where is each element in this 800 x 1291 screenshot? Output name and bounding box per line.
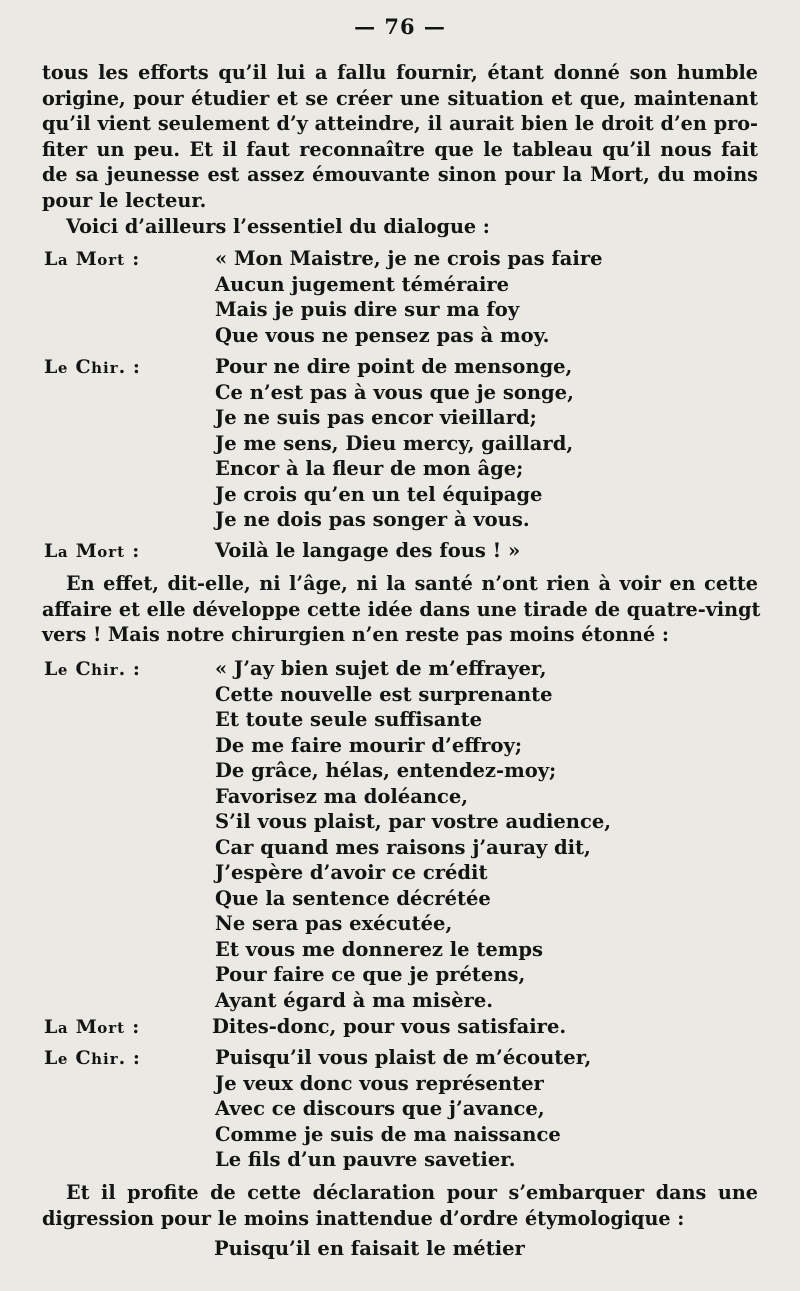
verse-line: De grâce, hélas, entendez-moy;	[215, 759, 557, 782]
verse-line: S’il vous plaist, par vostre audience,	[215, 810, 612, 833]
speaker-la-mort: La Mort :	[44, 248, 140, 270]
verse-line: Et toute seule suffisante	[215, 708, 482, 731]
paragraph-1	[42, 60, 758, 213]
verse-block-6	[215, 1045, 591, 1173]
verse-line: Le fils d’un pauvre savetier.	[215, 1148, 516, 1171]
paragraph-2	[66, 214, 758, 240]
verse-line: Mais je puis dire sur ma foy	[215, 298, 520, 321]
verse-line: Ce n’est pas à vous que je songe,	[215, 380, 574, 404]
paragraph-4	[42, 1180, 758, 1231]
verse-line: « J’ay bien sujet de m’effrayer,	[215, 657, 547, 680]
verse-line: Je ne dois pas songer à vous.	[215, 508, 530, 531]
verse-line: Voilà le langage des fous ! »	[215, 539, 521, 562]
verse-line: Ne sera pas exécutée,	[215, 912, 453, 935]
verse-line: Je veux donc vous représenter	[215, 1071, 544, 1095]
verse-line: Dites-donc, pour vous satisfaire.	[212, 1015, 567, 1038]
text-line: affaire et elle développe cette idée dans une tirade de quatre-vingt	[42, 597, 761, 621]
text-line: tous les efforts qu’il lui a fallu fournir, étant donné son humble	[42, 61, 758, 84]
text-line: qu’il vient seulement d’y atteindre, il aurait bien le droit d’en pro-	[42, 112, 758, 135]
verse-line: Et vous me donnerez le temps	[215, 937, 543, 961]
speaker-la-mort: La Mort :	[44, 1016, 140, 1038]
speaker-le-chir: Le Chir. :	[44, 658, 141, 680]
speaker-le-chir: Le Chir. :	[44, 356, 141, 378]
verse-block-3	[215, 538, 520, 564]
verse-block-2	[215, 354, 574, 533]
verse-line: Ayant égard à ma misère.	[215, 988, 494, 1012]
paragraph-3	[42, 571, 761, 648]
verse-line: De me faire mourir d’effroy;	[215, 733, 523, 757]
verse-line: Je ne suis pas encor vieillard;	[215, 406, 537, 429]
speaker-la-mort: La Mort :	[44, 540, 140, 562]
verse-line: Puisqu’il en faisait le métier	[214, 1237, 525, 1260]
verse-line: Encor à la fleur de mon âge;	[215, 457, 524, 480]
text-line: pour le lecteur.	[42, 188, 207, 212]
verse-line: Cette nouvelle est surprenante	[215, 682, 553, 706]
text-line: En effet, dit-elle, ni l’âge, ni la santé n’ont rien à voir en cette	[66, 572, 758, 595]
verse-line: J’espère d’avoir ce crédit	[215, 861, 488, 884]
verse-block-7	[214, 1236, 525, 1262]
verse-line: « Mon Maistre, je ne crois pas faire	[215, 247, 603, 270]
verse-line: Je crois qu’en un tel équipage	[215, 482, 543, 506]
verse-line: Puisqu’il vous plaist de m’écouter,	[215, 1046, 592, 1069]
verse-block-5	[212, 1014, 566, 1040]
verse-line: Favorisez ma doléance,	[215, 784, 469, 808]
verse-line: Pour ne dire point de mensonge,	[215, 355, 573, 378]
text-line: Voici d’ailleurs l’essentiel du dialogue :	[66, 215, 490, 238]
text-line: fiter un peu. Et il faut reconnaître que le tableau qu’il nous fait	[42, 137, 758, 161]
text-line: origine, pour étudier et se créer une situation et que, maintenant	[42, 86, 758, 110]
speaker-le-chir: Le Chir. :	[44, 1047, 141, 1069]
text-line: de sa jeunesse est assez émouvante sinon pour la Mort, du moins	[42, 163, 758, 186]
text-line: digression pour le moins inattendue d’ordre étymologique :	[42, 1206, 685, 1230]
verse-line: Je me sens, Dieu mercy, gaillard,	[215, 431, 574, 455]
text-line: vers ! Mais notre chirurgien n’en reste pas moins étonné :	[42, 623, 669, 646]
verse-line: Que la sentence décrétée	[215, 886, 491, 910]
page-number: — 76 —	[354, 14, 446, 39]
verse-block-1	[215, 246, 603, 348]
verse-block-4	[215, 656, 611, 1013]
verse-line: Pour faire ce que je prétens,	[215, 963, 526, 986]
verse-line: Avec ce discours que j’avance,	[215, 1097, 545, 1120]
verse-line: Car quand mes raisons j’auray dit,	[215, 835, 591, 859]
text-line: Et il profite de cette déclaration pour s’embarquer dans une	[66, 1181, 758, 1204]
verse-line: Comme je suis de ma naissance	[215, 1122, 561, 1146]
verse-line: Que vous ne pensez pas à moy.	[215, 323, 550, 347]
verse-line: Aucun jugement téméraire	[215, 272, 510, 296]
